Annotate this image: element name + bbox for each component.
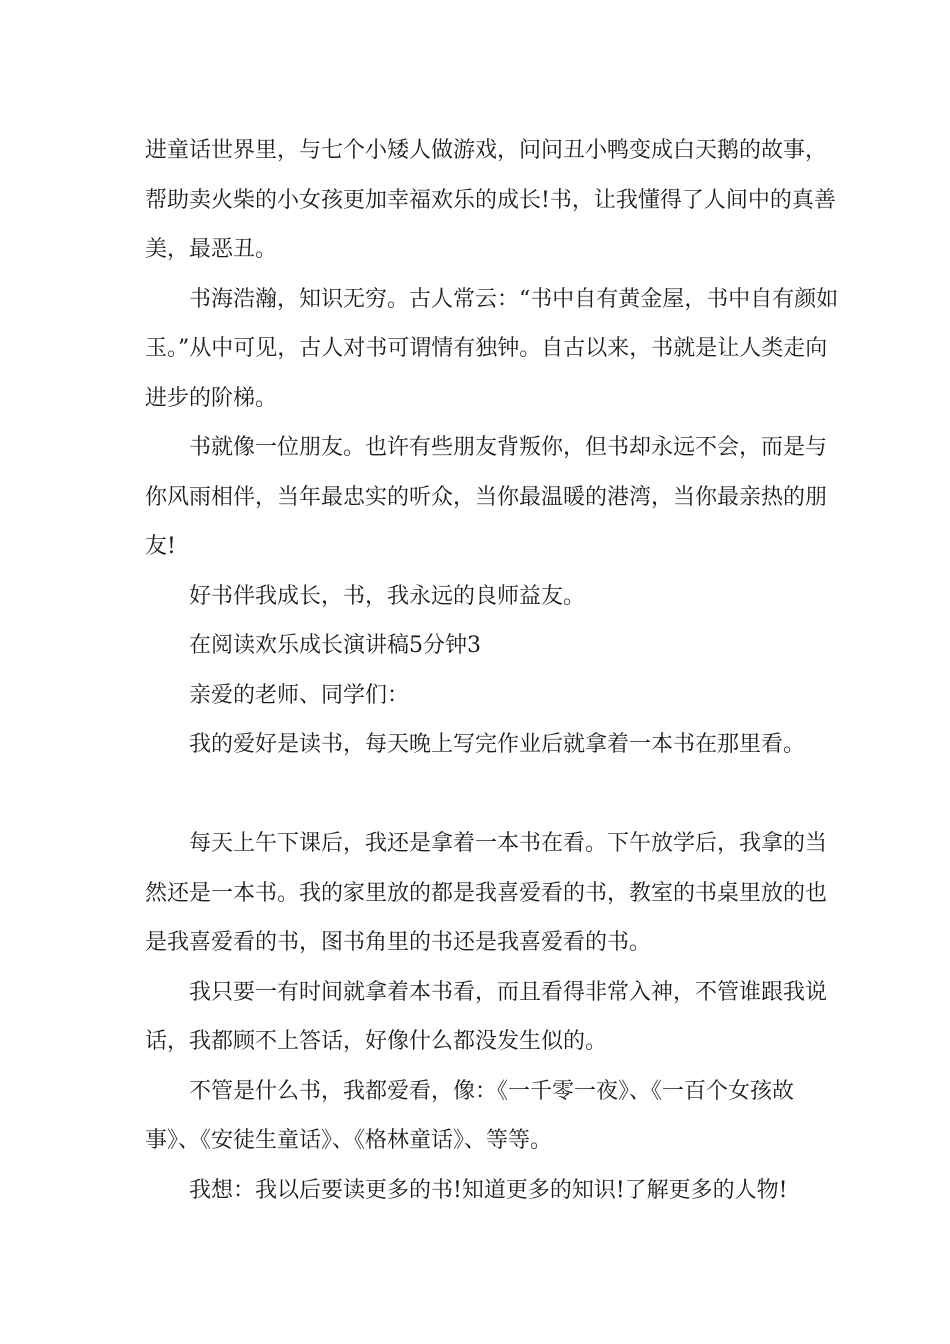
paragraph-5: 我的爱好是读书，每天晚上写完作业后就拿着一本书在那里看。	[189, 732, 806, 757]
paragraph-8: 不管是什么书，我都爱看，像：《一千零一夜》、《一百个女孩故事》、《安徒生童话》、《格林童话》、等等。	[145, 1078, 795, 1153]
paragraph-2: 书海浩瀚，知识无穷。古人常云：“书中自有黄金屋，书中自有颜如玉。”从中可见，古人对书可谓情有独钟。自古以来，书就是让人类走向进步的阶梯。	[145, 286, 839, 411]
paragraph-3: 书就像一位朋友。也许有些朋友背叛你，但书却永远不会，而是与你风雨相伴，当年最忠实的听众，当你最温暖的港湾，当你最亲热的朋友!	[145, 435, 828, 559]
paragraph-7: 我只要一有时间就拿着本书看，而且看得非常入神，不管谁跟我说话，我都顾不上答话，好像什么都没发生似的。	[145, 979, 828, 1054]
section-heading: 在阅读欢乐成长演讲稿5分钟3	[189, 633, 481, 658]
salutation: 亲爱的老师、同学们：	[189, 682, 410, 708]
document-body	[145, 0, 845, 1215]
paragraph-9: 我想：我以后要读更多的书!知道更多的知识!了解更多的人物!	[189, 1177, 788, 1203]
paragraph-4: 好书伴我成长，书，我永远的良师益友。	[189, 583, 586, 609]
paragraph-1: 进童话世界里，与七个小矮人做游戏，问问丑小鸭变成白天鹅的故事，帮助卖火柴的小女孩更加幸福欢乐的成长!书，让我懂得了人间中的真善美，最恶丑。	[145, 138, 836, 262]
paragraph-6: 每天上午下课后，我还是拿着一本书在看。下午放学后，我拿的当然还是一本书。我的家里放的都是我喜爱看的书，教室的书桌里放的也是我喜爱看的书，图书角里的书还是我喜爱看的书。	[145, 831, 828, 955]
